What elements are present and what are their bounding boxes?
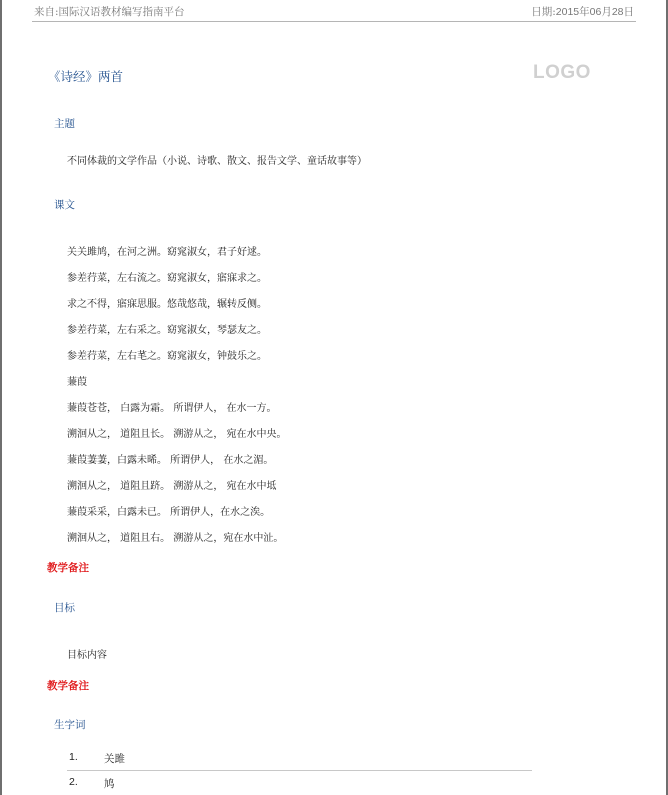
header-source: 来自:国际汉语教材编写指南平台 [34, 6, 185, 18]
text-line: 蒹葭采采，白露未已。 所谓伊人，在水之涘。 [67, 507, 271, 518]
page-border-left [0, 0, 2, 795]
text-line: 关关雎鸠，在河之洲。窈窕淑女，君子好逑。 [67, 247, 267, 258]
vocabulary-row [67, 746, 532, 771]
text-line: 蒹葭苍苍， 白露为霜。 所谓伊人， 在水一方。 [67, 403, 277, 414]
text-line: 参差荇菜，左右芼之。窈窕淑女，钟鼓乐之。 [67, 351, 267, 362]
vocabulary-word: 关雎 [104, 753, 125, 765]
text-line: 求之不得，寤寐思服。悠哉悠哉，辗转反侧。 [67, 299, 267, 310]
text-line: 蒹葭 [67, 377, 87, 388]
vocabulary-row [67, 771, 532, 795]
text-line: 溯洄从之， 道阻且右。 溯游从之，宛在水中沚。 [67, 533, 284, 544]
teaching-note-label: 教学备注 [47, 562, 89, 574]
section-heading-goal: 目标 [54, 602, 75, 614]
section-heading-vocabulary: 生字词 [54, 719, 86, 731]
text-line: 溯洄从之， 道阻且长。 溯游从之， 宛在水中央。 [67, 429, 287, 440]
goal-content: 目标内容 [67, 650, 107, 661]
vocabulary-number: 1. [69, 751, 78, 763]
logo: LOGO [533, 62, 591, 83]
section-heading-text: 课文 [54, 199, 75, 211]
text-line: 蒹葭萋萋，白露未晞。 所谓伊人， 在水之湄。 [67, 455, 274, 466]
text-line: 参差荇菜，左右采之。窈窕淑女，琴瑟友之。 [67, 325, 267, 336]
theme-content: 不同体裁的文学作品（小说、诗歌、散文、报告文学、童话故事等） [67, 156, 367, 167]
text-line: 溯洄从之， 道阻且跻。 溯游从之， 宛在水中坻 [67, 481, 277, 492]
header-date-value: 2015年06月28日 [555, 6, 634, 18]
vocabulary-word: 鸠 [104, 778, 115, 790]
vocabulary-number: 2. [69, 776, 78, 788]
section-heading-theme: 主题 [54, 118, 75, 130]
document-title: 《诗经》两首 [48, 69, 124, 84]
header-date [531, 4, 634, 19]
teaching-note-label: 教学备注 [47, 680, 89, 692]
text-line: 参差荇菜，左右流之。窈窕淑女，寤寐求之。 [67, 273, 267, 284]
header-date-label: 日期: [531, 6, 556, 18]
page-header [32, 3, 636, 22]
